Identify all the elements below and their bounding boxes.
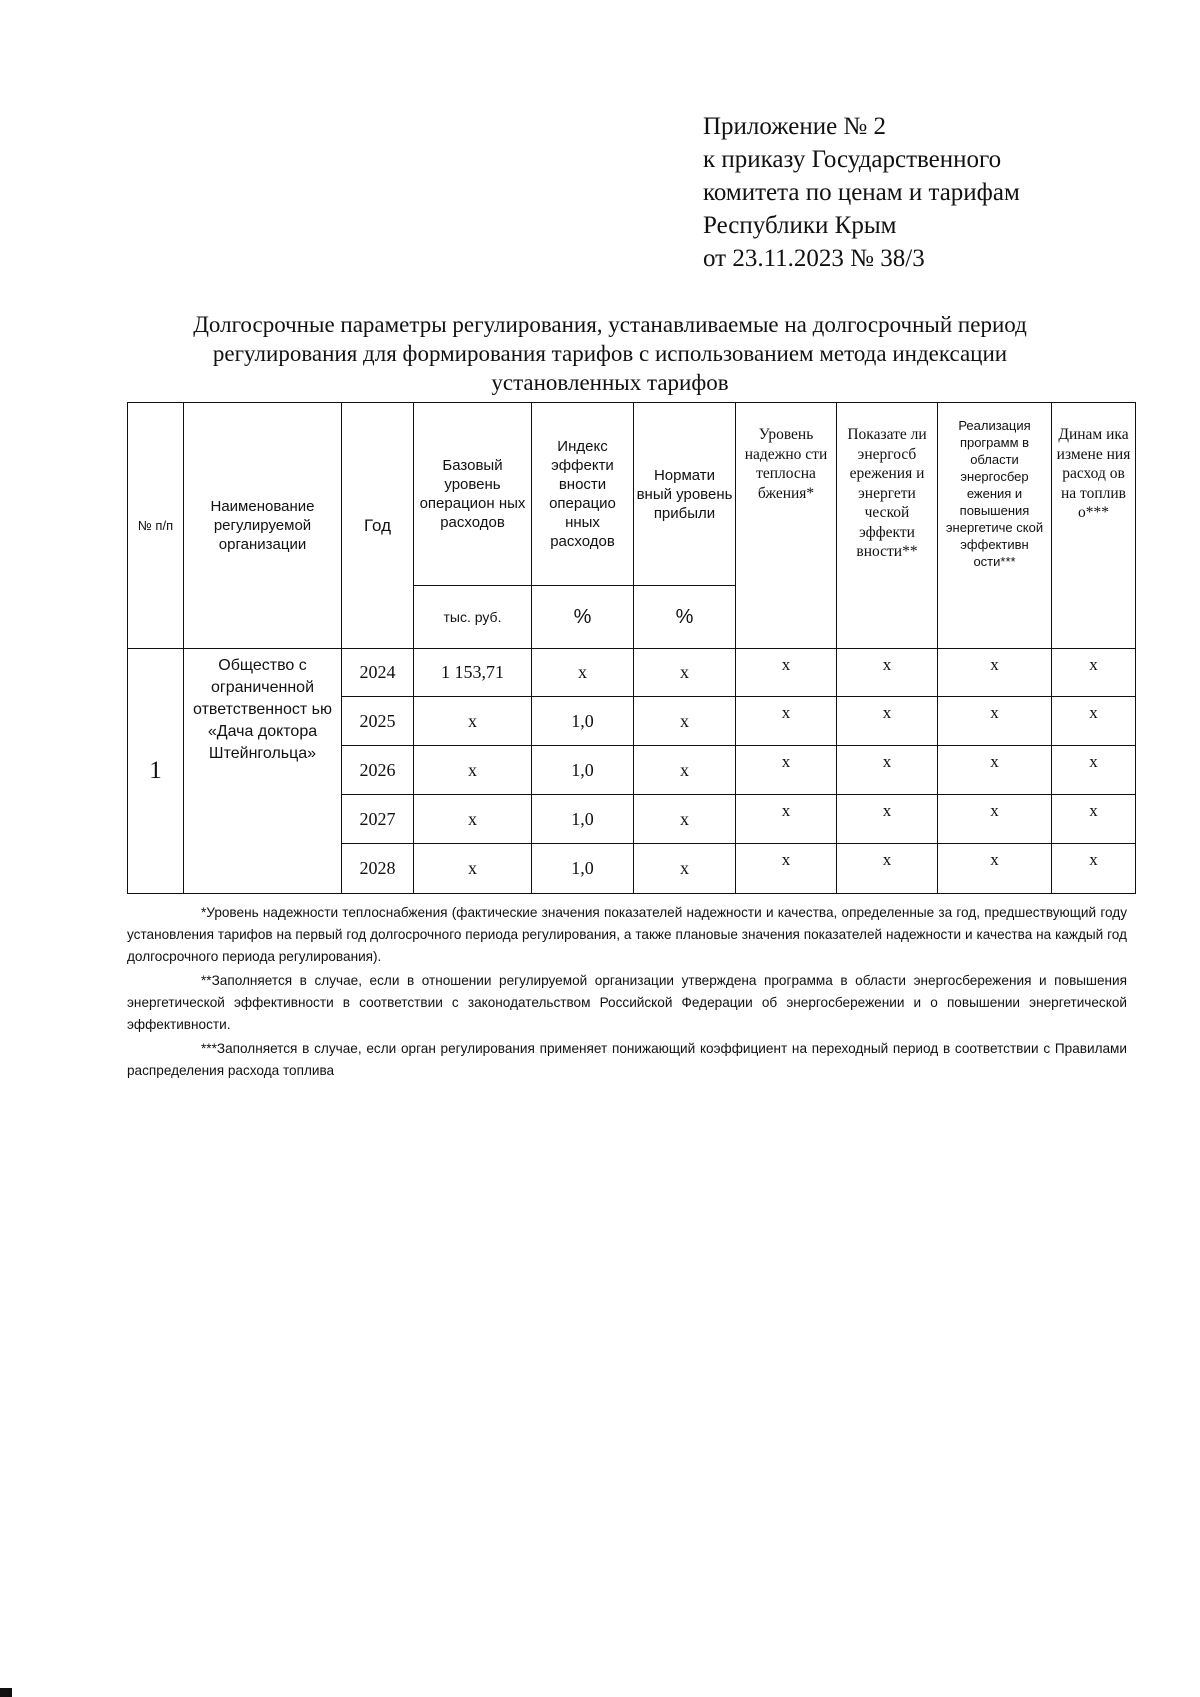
footnote-3: ***Заполняется в случае, если орган регулирования применяет понижающий коэффициент на переходный период в соответствии с Правилами распределения расхода топлива	[127, 1041, 1127, 1078]
title-line-1: Долгосрочные параметры регулирования, устанавливаемые на долгосрочный период	[193, 312, 1027, 337]
unit-index: %	[532, 586, 634, 649]
unit-base: тыс. руб.	[414, 586, 532, 649]
index-cell: 1,0	[532, 844, 634, 894]
fuel-cell: х	[1052, 795, 1136, 844]
table-row	[128, 649, 1136, 697]
programs-cell: х	[938, 697, 1052, 746]
header-year: Год	[342, 403, 414, 649]
index-cell: х	[532, 649, 634, 697]
footnote-2: **Заполняется в случае, если в отношении регулируемой организации утверждена программа в области энергосбережения и повышения энергетической эффективности в соответствии с законодательством Российской Федерации об энергосбережении и о повышении энергетической эффективности.	[127, 973, 1127, 1032]
header-org: Наименование регулируемой организации	[184, 403, 342, 649]
profit-cell: х	[634, 649, 736, 697]
energy-cell: х	[837, 649, 938, 697]
profit-cell: х	[634, 746, 736, 795]
document-title	[115, 310, 1105, 397]
header-base-expenses: Базовый уровень операцион ных расходов	[414, 403, 532, 586]
fuel-cell: х	[1052, 649, 1136, 697]
header-reliability: Уровень надежно сти теплосна бжения*	[736, 403, 837, 649]
programs-cell: х	[938, 795, 1052, 844]
profit-cell: х	[634, 844, 736, 894]
energy-cell: х	[837, 746, 938, 795]
energy-cell: х	[837, 795, 938, 844]
year-cell: 2024	[342, 649, 414, 697]
year-cell: 2028	[342, 844, 414, 894]
programs-cell: х	[938, 649, 1052, 697]
base-cell: х	[414, 697, 532, 746]
index-cell: 1,0	[532, 697, 634, 746]
parameters-table	[127, 402, 1136, 894]
base-cell: х	[414, 795, 532, 844]
base-cell: 1 153,71	[414, 649, 532, 697]
header-num: № п/п	[128, 403, 184, 649]
header-energy-saving: Показате ли энергосб ережения и энергети ческой эффекти вности**	[837, 403, 938, 649]
programs-cell: х	[938, 746, 1052, 795]
organization-name: Общество с ограниченной ответственност ью «Дача доктора Штейнгольца»	[184, 649, 342, 894]
reliability-cell: х	[736, 795, 837, 844]
header-row	[128, 403, 1136, 586]
programs-cell: х	[938, 844, 1052, 894]
appendix-line-5: от 23.11.2023 № 38/3	[703, 245, 925, 272]
unit-profit: %	[634, 586, 736, 649]
reliability-cell: х	[736, 844, 837, 894]
appendix-line-2: к приказу Государственного	[703, 146, 1002, 173]
fuel-cell: х	[1052, 844, 1136, 894]
header-profit-level: Нормати вный уровень прибыли	[634, 403, 736, 586]
title-line-3: установленных тарифов	[491, 370, 729, 395]
index-cell: 1,0	[532, 795, 634, 844]
row-number: 1	[128, 649, 184, 894]
year-cell: 2027	[342, 795, 414, 844]
fuel-cell: х	[1052, 746, 1136, 795]
reliability-cell: х	[736, 649, 837, 697]
base-cell: х	[414, 746, 532, 795]
profit-cell: х	[634, 697, 736, 746]
header-fuel-dynamics: Динам ика измене ния расход ов на топлив о***	[1052, 403, 1136, 649]
profit-cell: х	[634, 795, 736, 844]
title-line-2: регулирования для формирования тарифов с использованием метода индексации	[212, 341, 1008, 366]
year-cell: 2025	[342, 697, 414, 746]
reliability-cell: х	[736, 697, 837, 746]
base-cell: х	[414, 844, 532, 894]
appendix-line-3: комитета по ценам и тарифам	[703, 179, 1020, 206]
appendix-block	[703, 110, 1020, 275]
header-efficiency-index: Индекс эффекти вности операцио нных расходов	[532, 403, 634, 586]
footnotes	[127, 902, 1127, 1084]
appendix-line-1: Приложение № 2	[703, 113, 887, 140]
index-cell: 1,0	[532, 746, 634, 795]
year-cell: 2026	[342, 746, 414, 795]
appendix-line-4: Республики Крым	[703, 212, 897, 239]
header-programs: Реализация программ в области энергосбер ежения и повышения энергетиче ской эффективн ости***	[938, 403, 1052, 649]
footnote-1: *Уровень надежности теплоснабжения (фактические значения показателей надежности и качества, определенные за год, предшествующий году установления тарифов на первый год долгосрочного периода регулирования, а также плановые значения показателей надежности и качества на каждый год долгосрочного периода регулирования).	[127, 905, 1127, 964]
energy-cell: х	[837, 697, 938, 746]
fuel-cell: х	[1052, 697, 1136, 746]
reliability-cell: х	[736, 746, 837, 795]
scan-edge-mark	[0, 1688, 12, 1697]
energy-cell: х	[837, 844, 938, 894]
